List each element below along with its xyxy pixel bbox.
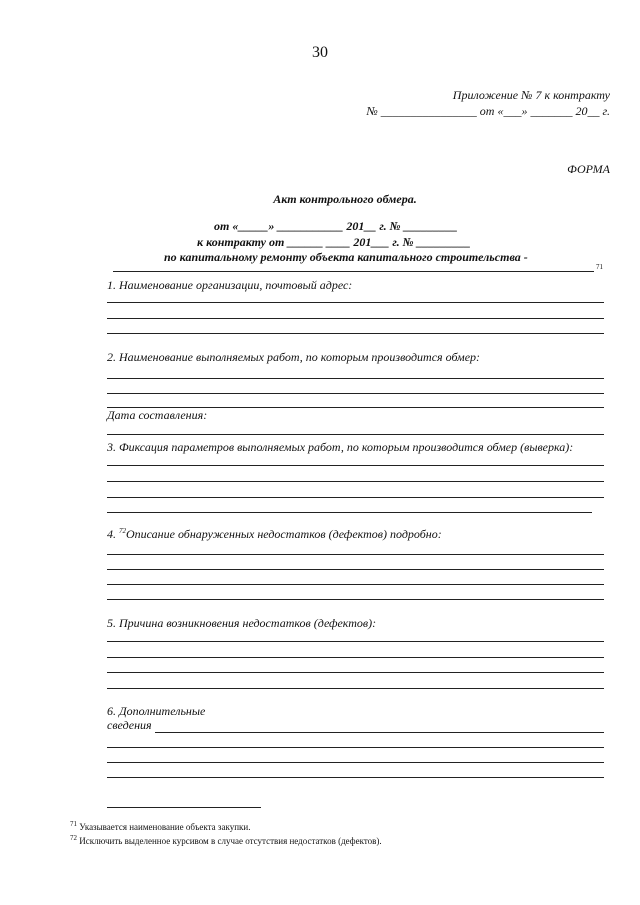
section-6-label-line2: сведения [107, 718, 152, 732]
section-6-label-line1: 6. Дополнительные [107, 704, 206, 718]
act-title: Акт контрольного обмера. [273, 192, 417, 206]
fill-line [107, 378, 604, 379]
footnote-separator [107, 807, 261, 808]
fill-line [107, 497, 604, 498]
footnote-mark-71: 71 [596, 263, 603, 271]
fill-line [107, 747, 604, 748]
section-3-label: 3. Фиксация параметров выполняемых работ, по которым производится обмер (выверка): [107, 440, 574, 454]
fill-line [107, 481, 604, 482]
footnote-mark-72: 72 [119, 527, 126, 535]
fill-line [107, 657, 604, 658]
fill-line [107, 465, 604, 466]
fill-line [107, 393, 604, 394]
fill-line [107, 333, 604, 334]
appendix-heading: Приложение № 7 к контракту [452, 88, 610, 102]
section-5-label: 5. Причина возникновения недостатков (дефектов): [107, 616, 377, 630]
fill-line [107, 512, 592, 513]
footnote-72-mark: 72 [70, 834, 77, 842]
act-date-line: от «_____» ___________ 201__ г. № _________ [214, 219, 458, 233]
date-label: Дата составления: [107, 408, 208, 422]
object-name-line [113, 271, 594, 272]
page-number: 30 [312, 44, 328, 61]
form-label: ФОРМА [567, 162, 610, 176]
fill-line [107, 777, 604, 778]
fill-line [155, 732, 604, 733]
fill-line [107, 641, 604, 642]
fill-line [107, 762, 604, 763]
section-4-number: 4. [107, 527, 119, 541]
act-contract-line: к контракту от ______ ____ 201___ г. № _________ [197, 235, 471, 249]
fill-line [107, 584, 604, 585]
fill-line [107, 672, 604, 673]
fill-line [107, 599, 604, 600]
footnote-72-text: Исключить выделенное курсивом в случае отсутствия недостатков (дефектов). [79, 836, 382, 846]
contract-reference: № ________________ от «___» _______ 20__ г. [366, 104, 610, 118]
footnote-71 [70, 820, 250, 832]
act-object-line: по капитальному ремонту объекта капитального строительства - [164, 250, 528, 264]
fill-line [107, 688, 604, 689]
footnote-71-text: Указывается наименование объекта закупки. [79, 822, 251, 832]
fill-line [107, 554, 604, 555]
fill-line [107, 302, 604, 303]
footnote-72 [70, 834, 382, 846]
section-4-label [107, 527, 442, 542]
fill-line [107, 569, 604, 570]
section-1-label: 1. Наименование организации, почтовый адрес: [107, 278, 353, 292]
fill-line [107, 434, 604, 435]
fill-line [107, 318, 604, 319]
section-2-label: 2. Наименование выполняемых работ, по которым производится обмер: [107, 350, 481, 364]
section-4-text: Описание обнаруженных недостатков (дефектов) подробно: [126, 527, 442, 541]
footnote-71-mark: 71 [70, 820, 77, 828]
